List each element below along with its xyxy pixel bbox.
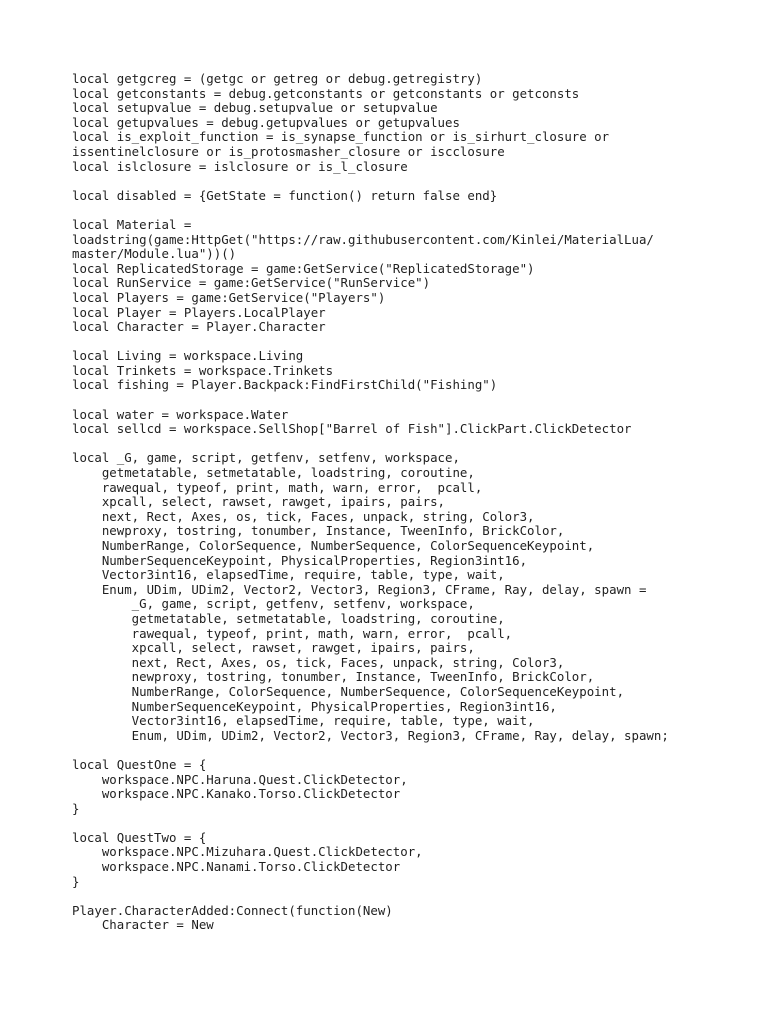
code-line	[72, 437, 692, 452]
code-line: local getgcreg = (getgc or getreg or debug.getregistry)	[72, 71, 483, 86]
code-line	[72, 203, 692, 218]
code-line: next, Rect, Axes, os, tick, Faces, unpack, string, Color3,	[72, 508, 535, 524]
code-line: Enum, UDim, UDim2, Vector2, Vector3, Region3, CFrame, Ray, delay, spawn;	[72, 727, 669, 743]
code-line: local QuestOne = {	[72, 756, 207, 772]
code-line: local _G, game, script, getfenv, setfenv, workspace,	[72, 450, 460, 466]
code-line: xpcall, select, rawset, rawget, ipairs, pairs,	[72, 494, 445, 510]
code-line: local Players = game:GetService("Players")	[72, 289, 386, 305]
code-line: issentinelclosure or is_protosmasher_closure or iscclosure	[72, 143, 505, 159]
code-line	[72, 743, 692, 758]
code-line: local Living = workspace.Living	[72, 348, 304, 364]
code-line: workspace.NPC.Kanako.Torso.ClickDetector	[72, 786, 401, 802]
code-line: }	[72, 800, 80, 816]
code-line	[72, 816, 692, 831]
code-line: Vector3int16, elapsedTime, require, table, type, wait,	[72, 567, 505, 583]
code-line	[72, 335, 692, 350]
code-line: NumberRange, ColorSequence, NumberSequence, ColorSequenceKeypoint,	[72, 538, 595, 553]
code-line: getmetatable, setmetatable, loadstring, coroutine,	[72, 465, 475, 481]
code-line: NumberSequenceKeypoint, PhysicalProperties, Region3int16,	[72, 698, 557, 714]
code-line: NumberRange, ColorSequence, NumberSequence, ColorSequenceKeypoint,	[72, 683, 625, 699]
code-line	[72, 174, 692, 189]
code-line: local getconstants = debug.getconstants or getconstants or getconsts	[72, 85, 580, 101]
code-line: local Trinkets = workspace.Trinkets	[72, 362, 334, 378]
code-line: NumberSequenceKeypoint, PhysicalProperties, Region3int16,	[72, 552, 528, 568]
code-line: local sellcd = workspace.SellShop["Barrel of Fish"].ClickPart.ClickDetector	[72, 421, 632, 437]
code-line: local QuestTwo = {	[72, 829, 207, 845]
code-line: local ReplicatedStorage = game:GetService("ReplicatedStorage")	[72, 260, 535, 276]
code-line: local Character = Player.Character	[72, 319, 326, 335]
code-line: Enum, UDim, UDim2, Vector2, Vector3, Region3, CFrame, Ray, delay, spawn =	[72, 581, 647, 597]
code-line: local getupvalues = debug.getupvalues or getupvalues	[72, 114, 460, 130]
code-line	[72, 889, 692, 904]
code-line: Player.CharacterAdded:Connect(function(New)	[72, 902, 393, 918]
code-line: newproxy, tostring, tonumber, Instance, TweenInfo, BrickColor,	[72, 669, 595, 685]
code-line: local disabled = {GetState = function() return false end}	[72, 187, 498, 203]
code-line: workspace.NPC.Haruna.Quest.ClickDetector,	[72, 771, 408, 787]
code-line: loadstring(game:HttpGet("https://raw.githubusercontent.com/Kinlei/MaterialLua/	[72, 231, 654, 247]
code-line: }	[72, 873, 80, 889]
code-line: local Material =	[72, 216, 192, 232]
code-line: next, Rect, Axes, os, tick, Faces, unpack, string, Color3,	[72, 654, 565, 670]
code-line: local islclosure = islclosure or is_l_closure	[72, 158, 408, 174]
code-line: local is_exploit_function = is_synapse_function or is_sirhurt_closure or	[72, 129, 610, 145]
code-line: Character = New	[72, 917, 214, 933]
code-line: rawequal, typeof, print, math, warn, error, pcall,	[72, 479, 483, 495]
code-line: xpcall, select, rawset, rawget, ipairs, pairs,	[72, 640, 475, 656]
code-line: _G, game, script, getfenv, setfenv, workspace,	[72, 596, 475, 612]
code-line: workspace.NPC.Nanami.Torso.ClickDetector	[72, 859, 401, 875]
code-line: local Player = Players.LocalPlayer	[72, 304, 326, 320]
code-line: local water = workspace.Water	[72, 406, 289, 422]
code-line: master/Module.lua"))()	[72, 246, 237, 262]
code-line: local RunService = game:GetService("RunService")	[72, 275, 431, 291]
code-line: local fishing = Player.Backpack:FindFirstChild("Fishing")	[72, 377, 498, 393]
code-line: workspace.NPC.Mizuhara.Quest.ClickDetector,	[72, 844, 423, 860]
code-line: newproxy, tostring, tonumber, Instance, TweenInfo, BrickColor,	[72, 523, 565, 539]
code-line: local setupvalue = debug.setupvalue or setupvalue	[72, 100, 438, 116]
code-line: rawequal, typeof, print, math, warn, error, pcall,	[72, 625, 513, 641]
code-line: Vector3int16, elapsedTime, require, table, type, wait,	[72, 713, 535, 729]
lua-code-block	[72, 72, 692, 933]
code-line: getmetatable, setmetatable, loadstring, coroutine,	[72, 610, 505, 626]
code-line	[72, 393, 692, 408]
